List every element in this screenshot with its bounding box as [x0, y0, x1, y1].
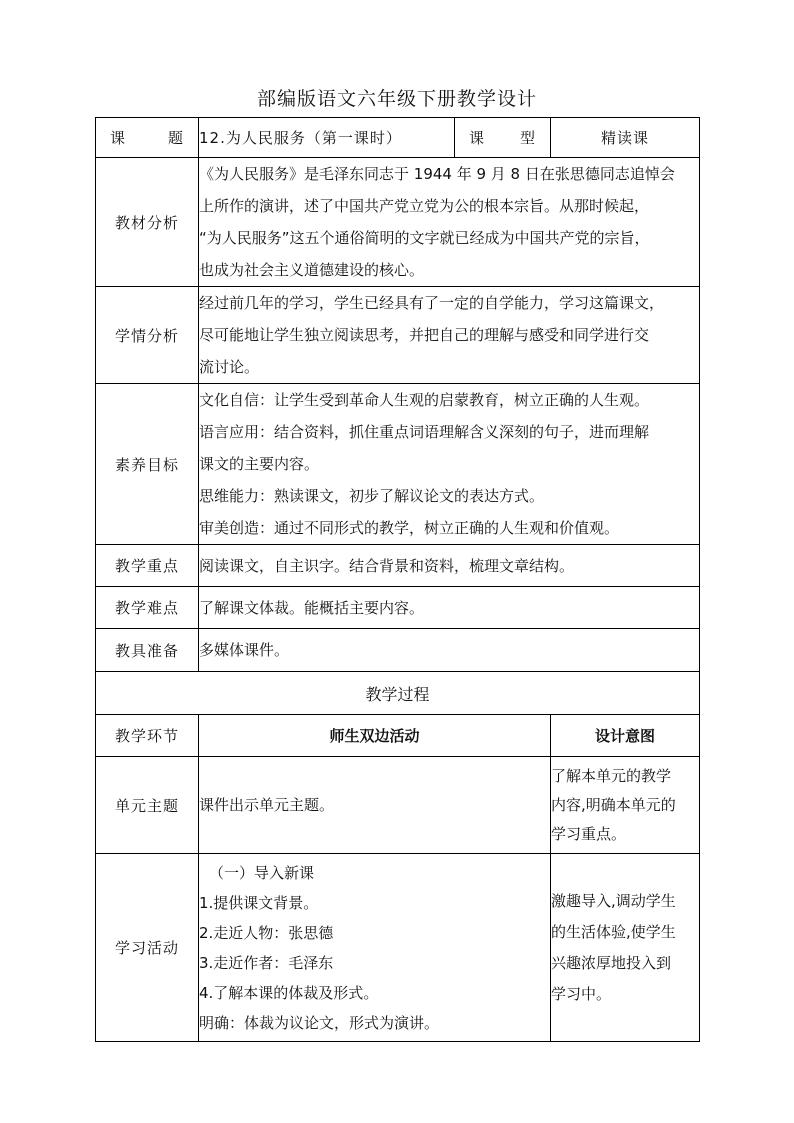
unit-theme-intent-line: 了解本单元的教学: [551, 766, 672, 785]
student-analysis-label: 学情分析: [96, 287, 199, 384]
student-analysis-line: 尽可能地让学生独立阅读思考，并把自己的理解与感受和同学进行交: [199, 326, 650, 344]
learning-activity-line: 1.提供课文背景。: [199, 893, 319, 912]
learning-activity-line: 明确：体裁为议论文，形式为演讲。: [199, 1013, 440, 1032]
material-analysis-content: [199, 158, 700, 287]
key-points-label: 教学重点: [96, 545, 199, 587]
process-columns-row: [96, 715, 700, 757]
document-title: 部编版语文六年级下册教学设计: [256, 88, 537, 110]
unit-theme-intent: [551, 757, 700, 854]
type-label-char-1: 课: [469, 129, 486, 147]
literacy-goals-label: 素养目标: [96, 384, 199, 545]
type-value: 精读课: [551, 118, 700, 158]
material-analysis-line: 《为人民服务》是毛泽东同志于 1944 年 9 月 8 日在张思德同志追悼会: [199, 165, 675, 183]
learning-activity-content: [199, 854, 551, 1042]
material-analysis-line: 也成为社会主义道德建设的核心。: [199, 261, 425, 279]
difficulties-label: 教学难点: [96, 587, 199, 629]
materials-row: [96, 629, 700, 672]
literacy-goal-line: 思维能力：熟读课文，初步了解议论文的表达方式。: [199, 487, 545, 505]
learning-activity-label: 学习活动: [96, 854, 199, 1042]
unit-theme-row: [96, 757, 700, 854]
unit-theme-intent-line: 内容,明确本单元的: [551, 795, 676, 814]
student-analysis-line: 经过前几年的学习，学生已经具有了一定的自学能力，学习这篇课文，: [199, 294, 665, 312]
topic-label: [96, 118, 199, 158]
material-analysis-line: “为人民服务”这五个通俗简明的文字就已经成为中国共产党的宗旨，: [199, 229, 650, 247]
learning-activity-intent: [551, 854, 700, 1042]
unit-theme-label: 单元主题: [96, 757, 199, 854]
difficulties-content: 了解课文体裁。能概括主要内容。: [199, 587, 700, 629]
materials-label: 教具准备: [96, 629, 199, 672]
unit-theme-activity: 课件出示单元主题。: [199, 757, 551, 854]
key-points-row: [96, 545, 700, 587]
student-analysis-line: 流讨论。: [199, 358, 260, 376]
process-col-intent: 设计意图: [551, 715, 700, 757]
process-heading: 教学过程: [96, 672, 700, 715]
literacy-goals-content: [199, 384, 700, 545]
topic-value: 12.为人民服务（第一课时）: [199, 118, 455, 158]
header-row: [96, 118, 700, 158]
material-analysis-row: [96, 158, 700, 287]
process-col-stage: 教学环节: [96, 715, 199, 757]
learning-activity-intent-line: 兴趣浓厚地投入到: [551, 953, 672, 972]
type-label-char-2: 型: [519, 129, 536, 147]
learning-activity-row: [96, 854, 700, 1042]
process-col-activity: 师生双边活动: [199, 715, 551, 757]
topic-label-char-1: 课: [110, 129, 127, 147]
learning-activity-subheading: （一）导入新课: [209, 863, 315, 882]
learning-activity-line: 4.了解本课的体裁及形式。: [199, 983, 379, 1002]
unit-theme-intent-line: 学习重点。: [551, 824, 627, 843]
key-points-content: 阅读课文，自主识字。结合背景和资料，梳理文章结构。: [199, 545, 700, 587]
literacy-goal-line: 审美创造：通过不同形式的教学，树立正确的人生观和价值观。: [199, 519, 620, 537]
learning-activity-line: 3.走近作者：毛泽东: [199, 953, 334, 972]
topic-label-char-2: 题: [167, 129, 184, 147]
material-analysis-line: 上所作的演讲，述了中国共产党立党为公的根本宗旨。从那时候起，: [199, 197, 650, 215]
difficulties-row: [96, 587, 700, 629]
material-analysis-label: 教材分析: [96, 158, 199, 287]
process-heading-row: [96, 672, 700, 715]
learning-activity-line: 2.走近人物：张思德: [199, 923, 334, 942]
type-label: [455, 118, 551, 158]
student-analysis-row: [96, 287, 700, 384]
student-analysis-content: [199, 287, 700, 384]
literacy-goal-line: 课文的主要内容。: [199, 455, 320, 473]
materials-content: 多媒体课件。: [199, 629, 700, 672]
literacy-goal-line: 语言应用：结合资料，抓住重点词语理解含义深刻的句子，进而理解: [199, 423, 650, 441]
learning-activity-intent-line: 学习中。: [551, 984, 612, 1003]
lesson-plan-table: [95, 117, 700, 1042]
learning-activity-intent-line: 的生活体验,使学生: [551, 922, 676, 941]
literacy-goals-row: [96, 384, 700, 545]
learning-activity-intent-line: 激趣导入,调动学生: [551, 891, 676, 910]
literacy-goal-line: 文化自信：让学生受到革命人生观的启蒙教育，树立正确的人生观。: [199, 391, 650, 409]
